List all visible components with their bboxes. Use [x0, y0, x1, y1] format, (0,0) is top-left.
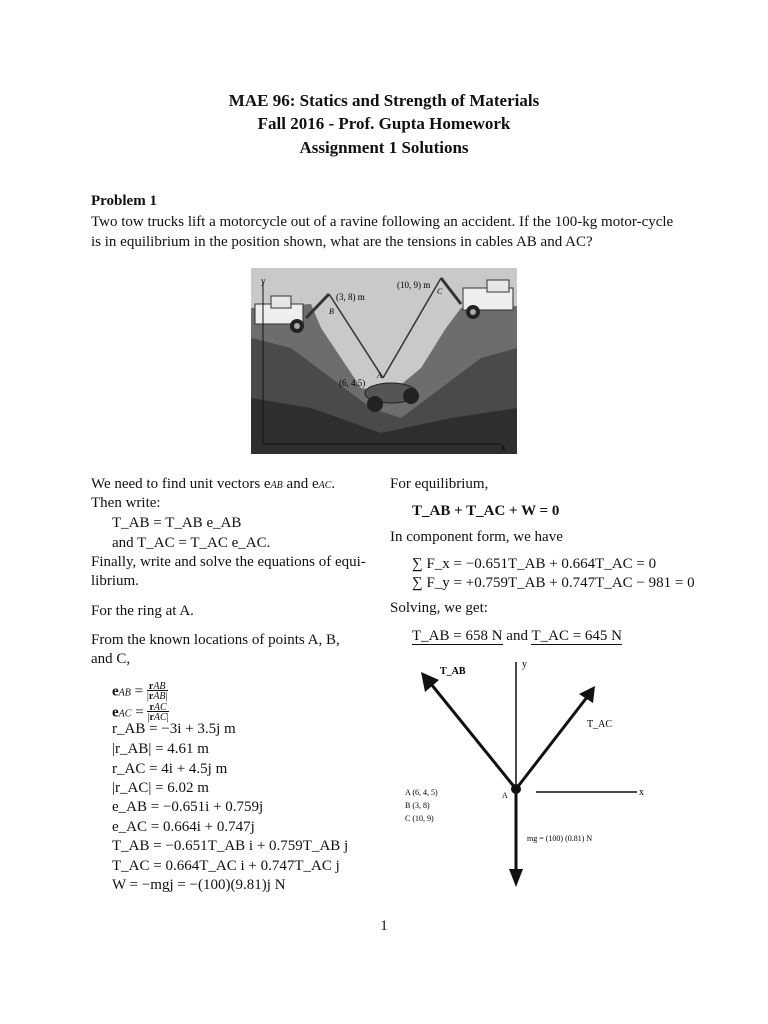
right-eq-fx: ∑ F_x = −0.651T_AB + 0.664T_AC = 0 — [412, 556, 657, 572]
problem-statement: Two tow trucks lift a motorcycle out of a ravine following an accident. If the 100-kg motor-cycle is in equilibrium in the position shown, what are the tensions in cables AB and AC? — [91, 214, 674, 250]
left-line-finally: Finally, write and solve the equations of equi- — [91, 554, 366, 570]
title-line-1: MAE 96: Statics and Strength of Materials — [228, 91, 540, 110]
photo-a-coord: (6, 4.5) — [339, 378, 366, 388]
eq-tab: T_AB = −0.651T_AB i + 0.759T_AB j — [112, 838, 349, 854]
eq-eab-fraction: eAB = rAB |rAB| — [112, 681, 168, 702]
photo-c-label: C — [437, 287, 443, 296]
left-line-librium: librium. — [91, 573, 139, 589]
left-line-and-c: and C, — [91, 651, 131, 667]
right-eq-fy: ∑ F_y = +0.759T_AB + 0.747T_AC − 981 = 0 — [412, 575, 695, 591]
left-line-known-locations: From the known locations of points A, B, — [91, 632, 340, 648]
eq-rab: r_AB = −3i + 3.5j m — [112, 721, 236, 737]
fbd-point-b: B (3, 8) — [405, 801, 430, 810]
eq-weight: W = −mgj = −(100)(9.81)j N — [112, 877, 286, 893]
photo-b-label: B — [329, 307, 334, 316]
eq-rab-mag: |r_AB| = 4.61 m — [112, 741, 209, 757]
photo-b-coord: (3, 8) m — [336, 292, 365, 302]
tow-truck-illustration — [251, 268, 517, 454]
left-line-then-write: Then write: — [91, 495, 161, 511]
photo-a-label: A — [377, 371, 382, 380]
fbd-point-c: C (10, 9) — [405, 814, 434, 823]
fbd-tac-label: T_AC — [587, 719, 612, 730]
right-result: T_AB = 658 N and T_AC = 645 N — [412, 628, 622, 644]
left-eq-tac-def: and T_AC = T_AC e_AC. — [112, 535, 271, 551]
eq-eac: e_AC = 0.664i + 0.747j — [112, 819, 255, 835]
fbd-point-a: A (6, 4, 5) — [405, 788, 438, 797]
photo-x-label: x — [501, 442, 506, 452]
eq-eab: e_AB = −0.651i + 0.759j — [112, 799, 264, 815]
left-line-ring: For the ring at A. — [91, 603, 194, 619]
title-line-3: Assignment 1 Solutions — [299, 138, 469, 157]
fbd-tab-label: T_AB — [440, 666, 466, 677]
eq-tac: T_AC = 0.664T_AC i + 0.747T_AC j — [112, 858, 340, 874]
eq-eac-fraction: eAC = rAC |rAC| — [112, 702, 169, 723]
right-line-for-equilibrium: For equilibrium, — [390, 476, 489, 492]
fbd-a-label: A — [502, 791, 508, 800]
page-number: 1 — [380, 918, 388, 934]
title-line-2: Fall 2016 - Prof. Gupta Homework — [257, 114, 511, 133]
right-eq-sum-forces: T_AB + T_AC + W = 0 — [412, 503, 560, 519]
fbd-x-label: x — [639, 787, 644, 798]
eq-rac: r_AC = 4i + 4.5j m — [112, 761, 228, 777]
result-tab: T_AB = 658 N — [412, 628, 503, 644]
problem-heading: Problem 1 — [91, 193, 157, 209]
left-line-unit-vectors: We need to find unit vectors eAB and eAC. — [91, 476, 336, 492]
photo-y-label: y — [261, 276, 266, 286]
photo-c-coord: (10, 9) m — [397, 280, 431, 290]
fbd-weight-label: mg = (100) (0.81) N — [527, 834, 593, 843]
right-line-component-form: In component form, we have — [390, 529, 563, 545]
eq-rac-mag: |r_AC| = 6.02 m — [112, 780, 209, 796]
free-body-diagram — [405, 655, 645, 890]
result-tac: T_AC = 645 N — [531, 628, 622, 644]
left-eq-tab-def: T_AB = T_AB e_AB — [112, 515, 242, 531]
fbd-y-label: y — [522, 659, 527, 670]
right-line-solving: Solving, we get: — [390, 600, 488, 616]
